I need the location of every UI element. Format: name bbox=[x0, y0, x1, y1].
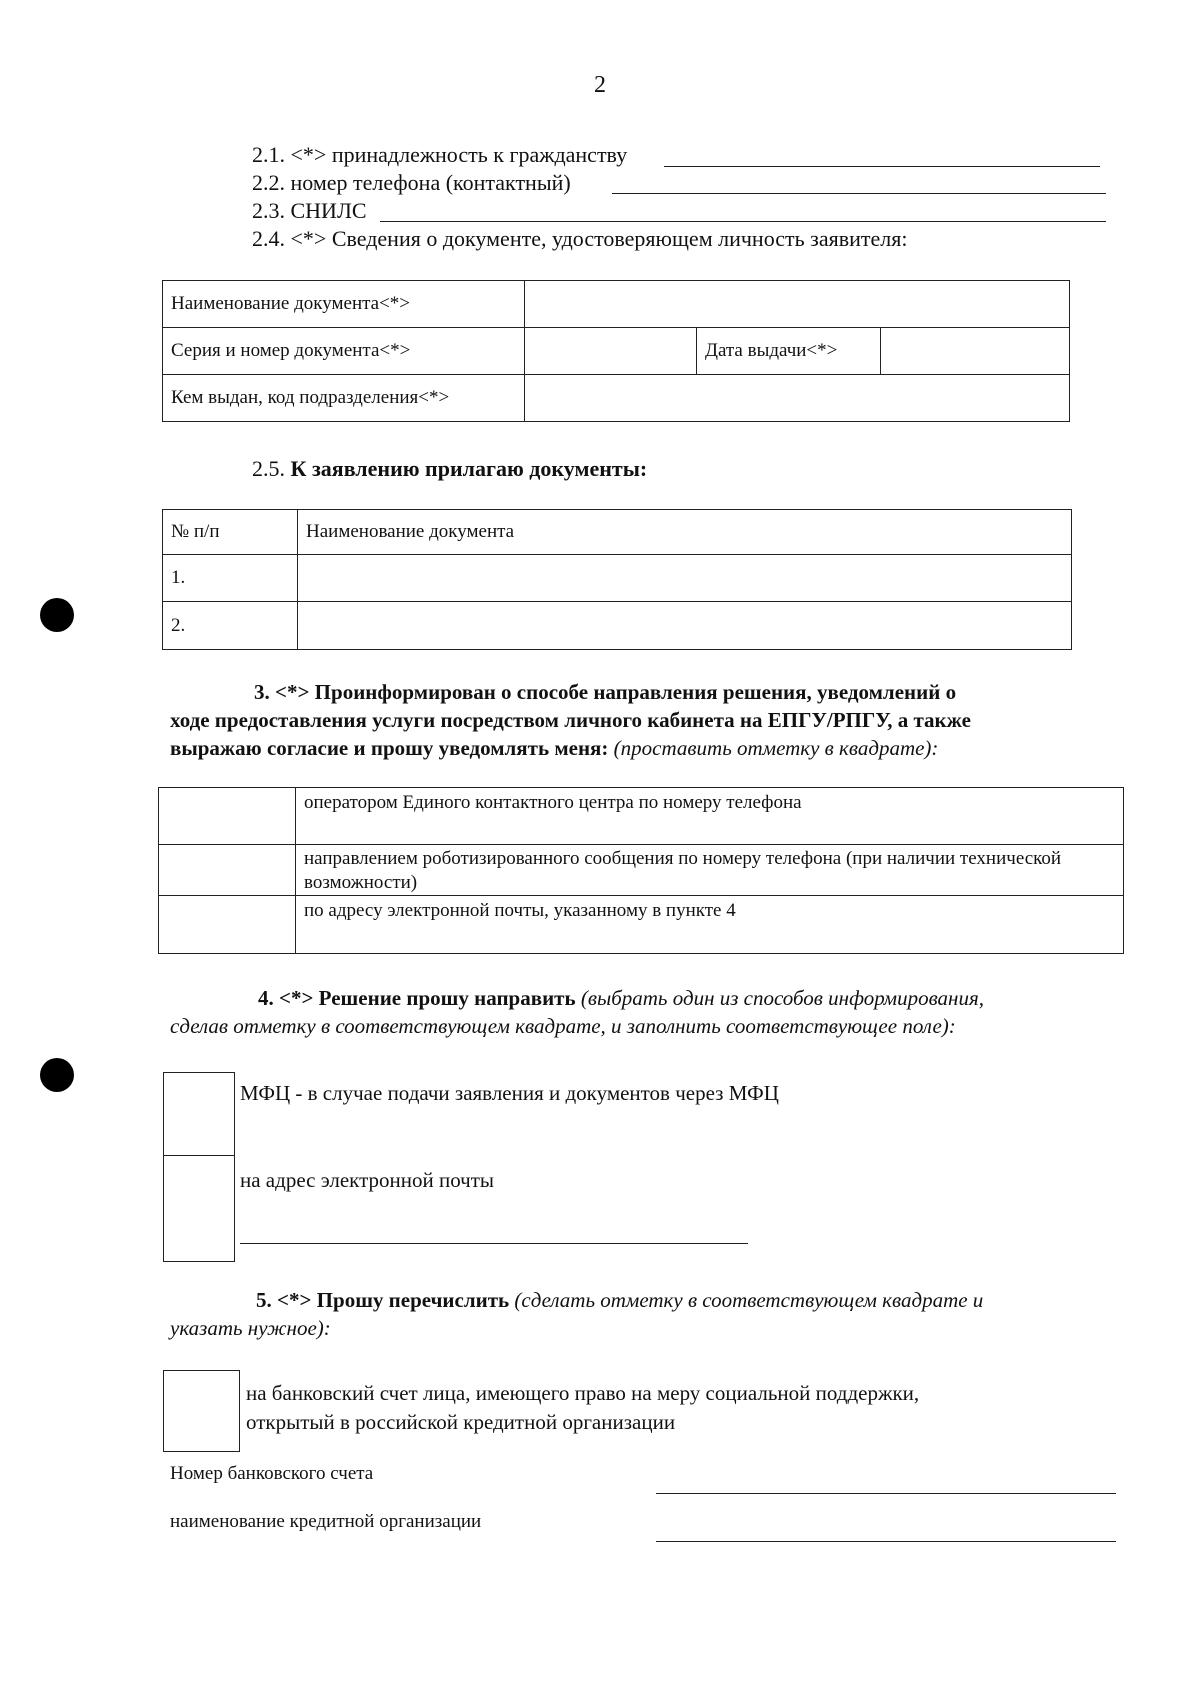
doc-name-label: Наименование документа<*> bbox=[163, 281, 525, 328]
attached-docs-title: К заявлению прилагаю документы: bbox=[290, 456, 648, 481]
option-checkbox-email[interactable] bbox=[159, 896, 296, 954]
col-number-header: № п/п bbox=[163, 510, 298, 555]
issued-by-cell[interactable] bbox=[525, 375, 1070, 422]
section3-heading bbox=[170, 678, 1090, 762]
section3-heading-line3: выражаю согласие и прошу уведомлять меня: bbox=[170, 736, 609, 760]
option-ekc-label: оператором Единого контактного центра по номеру телефона bbox=[296, 788, 1124, 845]
identity-doc-heading: 2.4. <*> Сведения о документе, удостоверяющем личность заявителя: bbox=[252, 226, 908, 251]
bank-option-line2: открытый в российской кредитной организации bbox=[246, 1410, 676, 1434]
page-number: 2 bbox=[594, 72, 606, 98]
notification-options-table bbox=[158, 787, 1124, 954]
option-robot-label: направлением роботизированного сообщения по номеру телефона (при наличии технической возможности) bbox=[296, 845, 1124, 896]
bank-name-label: наименование кредитной организации bbox=[170, 1511, 482, 1532]
section4-instruction-1: (выбрать один из способов информирования, bbox=[580, 986, 984, 1010]
citizenship-label: 2.1. <*> принадлежность к гражданству bbox=[252, 142, 628, 167]
issue-date-label: Дата выдачи<*> bbox=[697, 328, 881, 375]
section5-heading-bold: 5. <*> Прошу перечислить bbox=[256, 1288, 510, 1312]
section4-instruction-2: сделав отметку в соответствующем квадрате, и заполнить соответствующее поле): bbox=[170, 1014, 956, 1038]
account-number-label: Номер банковского счета bbox=[170, 1463, 374, 1484]
email-checkbox[interactable] bbox=[163, 1155, 235, 1262]
email-option-label: на адрес электронной почты bbox=[240, 1168, 495, 1192]
bank-account-checkbox[interactable] bbox=[163, 1370, 240, 1452]
series-number-label: Серия и номер документа<*> bbox=[163, 328, 525, 375]
doc-name-input-2[interactable] bbox=[298, 602, 1072, 650]
attached-docs-heading bbox=[252, 456, 647, 482]
series-number-cell[interactable] bbox=[525, 328, 697, 375]
citizenship-field[interactable] bbox=[664, 166, 1100, 167]
option-checkbox-robot[interactable] bbox=[159, 845, 296, 896]
section3-heading-line1: 3. <*> Проинформирован о способе направления решения, уведомлений о bbox=[254, 680, 957, 704]
section4-heading bbox=[170, 984, 1100, 1040]
issue-date-cell[interactable] bbox=[881, 328, 1070, 375]
section3-heading-line2: ходе предоставления услуги посредством личного кабинета на ЕПГУ/РПГУ, а также bbox=[170, 708, 971, 732]
snils-label: 2.3. СНИЛС bbox=[252, 198, 367, 223]
option-email-label: по адресу электронной почты, указанному в пункте 4 bbox=[296, 896, 1124, 954]
section5-heading bbox=[170, 1286, 1100, 1342]
row-number: 2. bbox=[163, 602, 298, 650]
issued-by-label: Кем выдан, код подразделения<*> bbox=[163, 375, 525, 422]
bank-name-field[interactable] bbox=[656, 1541, 1116, 1542]
section3-instruction: (проставить отметку в квадрате): bbox=[613, 736, 939, 760]
row-number: 1. bbox=[163, 555, 298, 602]
mfc-option-label: МФЦ - в случае подачи заявления и документов через МФЦ bbox=[240, 1081, 779, 1105]
section5-instruction-1: (сделать отметку в соответствующем квадрате и bbox=[514, 1288, 984, 1312]
account-number-field[interactable] bbox=[656, 1493, 1116, 1494]
snils-field[interactable] bbox=[380, 221, 1106, 222]
doc-name-cell[interactable] bbox=[525, 281, 1070, 328]
phone-field[interactable] bbox=[612, 193, 1106, 194]
section4-heading-bold: 4. <*> Решение прошу направить bbox=[258, 986, 576, 1010]
identity-doc-table bbox=[162, 280, 1070, 422]
bank-option-line1: на банковский счет лица, имеющего право на меру социальной поддержки, bbox=[246, 1381, 920, 1405]
mfc-checkbox[interactable] bbox=[163, 1072, 235, 1156]
email-address-field[interactable] bbox=[240, 1243, 748, 1244]
phone-label: 2.2. номер телефона (контактный) bbox=[252, 170, 571, 195]
attached-docs-table bbox=[162, 509, 1072, 650]
attached-docs-number: 2.5. bbox=[252, 456, 285, 481]
punch-hole bbox=[40, 598, 74, 632]
punch-hole bbox=[40, 1058, 74, 1092]
section5-instruction-2: указать нужное): bbox=[170, 1316, 331, 1340]
option-checkbox-ekc[interactable] bbox=[159, 788, 296, 845]
doc-name-input-1[interactable] bbox=[298, 555, 1072, 602]
col-name-header: Наименование документа bbox=[298, 510, 1072, 555]
